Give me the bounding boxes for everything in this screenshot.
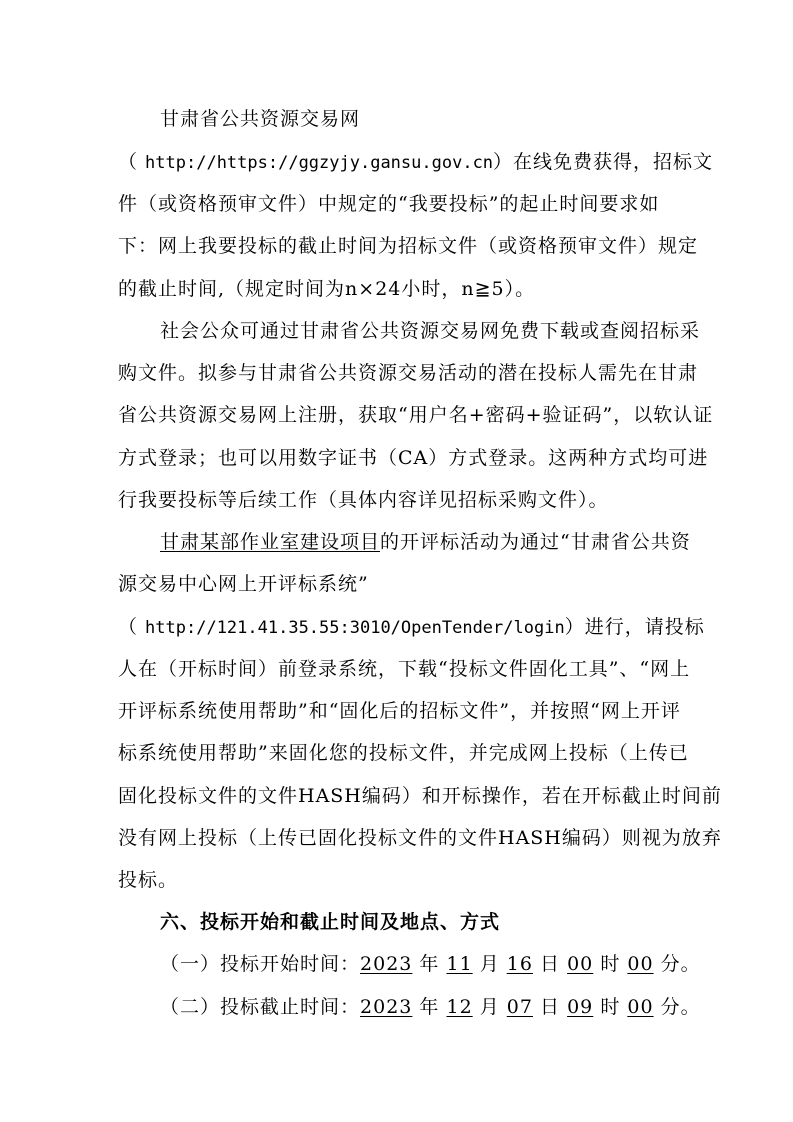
p1-line-2-rest: ）在线免费获得，招标文 — [493, 151, 714, 173]
bid-end-minute: 00 — [627, 996, 654, 1018]
bid-start-year: 2023 — [360, 953, 413, 975]
bid-end-day-unit: 日 — [540, 996, 561, 1018]
p3-line-1 — [160, 528, 691, 556]
bid-start-year-unit: 年 — [419, 953, 440, 975]
bid-end-month-unit: 月 — [479, 996, 500, 1018]
p2-line-1: 社会公众可通过甘肃省公共资源交易网免费下载或查阅招标采 — [160, 320, 701, 342]
bid-end-hour-unit: 时 — [600, 996, 621, 1018]
p1-paren-open: （ — [118, 151, 146, 173]
p3-line-4: 人在（开标时间）前登录系统，下载“投标文件固化工具”、“网上 — [118, 658, 691, 680]
bid-start-hour-unit: 时 — [600, 953, 621, 975]
open-tender-url-link[interactable]: http://121.41.35.55:3010/OpenTender/login — [145, 618, 565, 638]
bid-end-hour: 09 — [567, 996, 594, 1018]
p1-line-5: 的截止时间,（规定时间为n×24小时，n≧5）。 — [118, 278, 536, 300]
bid-end-time-line — [160, 993, 701, 1021]
p3-line-8: 没有网上投标（上传已固化投标文件的文件HASH编码）则视为放弃 — [118, 827, 722, 849]
bid-start-label: （一）投标开始时间： — [160, 953, 361, 975]
p2-line-2: 购文件。拟参与甘肃省公共资源交易活动的潜在投标人需先在甘肃 — [118, 362, 699, 384]
ggzyjy-url-link[interactable]: http://https://ggzyjy.gansu.gov.cn — [145, 153, 494, 173]
bid-end-month: 12 — [446, 996, 473, 1018]
bid-end-year: 2023 — [360, 996, 413, 1018]
bid-start-month: 11 — [446, 953, 473, 975]
project-name: 甘肃某部作业室建设项目 — [160, 531, 381, 553]
bid-start-hour: 00 — [567, 953, 594, 975]
bid-end-minute-unit: 分。 — [660, 996, 701, 1018]
bid-start-day-unit: 日 — [540, 953, 561, 975]
bid-end-label: （二）投标截止时间： — [160, 996, 361, 1018]
p2-line-3: 省公共资源交易网上注册，获取“用户名+密码+验证码”，以软认证 — [118, 404, 714, 426]
bid-end-year-unit: 年 — [419, 996, 440, 1018]
bid-start-month-unit: 月 — [479, 953, 500, 975]
bid-end-day: 07 — [506, 996, 533, 1018]
p1-line-1: 甘肃省公共资源交易网 — [160, 108, 361, 130]
p1-line-3: 件（或资格预审文件）中规定的“我要投标”的起止时间要求如 — [118, 193, 660, 215]
section-6-heading: 六、投标开始和截止时间及地点、方式 — [160, 911, 501, 933]
p3-line-6: 标系统使用帮助”来固化您的投标文件，并完成网上投标（上传已 — [118, 742, 689, 764]
p2-line-4: 方式登录；也可以用数字证书（CA）方式登录。这两种方式均可进 — [118, 447, 709, 469]
p3-line-7: 固化投标文件的文件HASH编码）和开标操作，若在开标截止时间前 — [118, 785, 722, 807]
bid-start-day: 16 — [506, 953, 533, 975]
p3-line-9: 投标。 — [118, 869, 179, 891]
p2-line-5: 行我要投标等后续工作（具体内容详见招标采购文件）。 — [118, 489, 609, 511]
bid-start-minute-unit: 分。 — [660, 953, 701, 975]
p1-line-4: 下：网上我要投标的截止时间为招标文件（或资格预审文件）规定 — [118, 235, 699, 257]
p3-paren-open: （ — [118, 616, 146, 638]
p1-line-2 — [118, 148, 713, 176]
p3-line-2: 源交易中心网上开评标系统” — [118, 573, 369, 595]
bid-start-time-line — [160, 950, 701, 978]
p3-line-3 — [118, 613, 705, 641]
p3-line-5: 开评标系统使用帮助”和“固化后的招标文件”，并按照“网上开评 — [118, 700, 681, 722]
bid-start-minute: 00 — [627, 953, 654, 975]
p3-line-1-rest: 的开评标活动为通过“甘肃省公共资 — [380, 531, 691, 553]
p3-line-3-rest: ）进行，请投标 — [564, 616, 705, 638]
